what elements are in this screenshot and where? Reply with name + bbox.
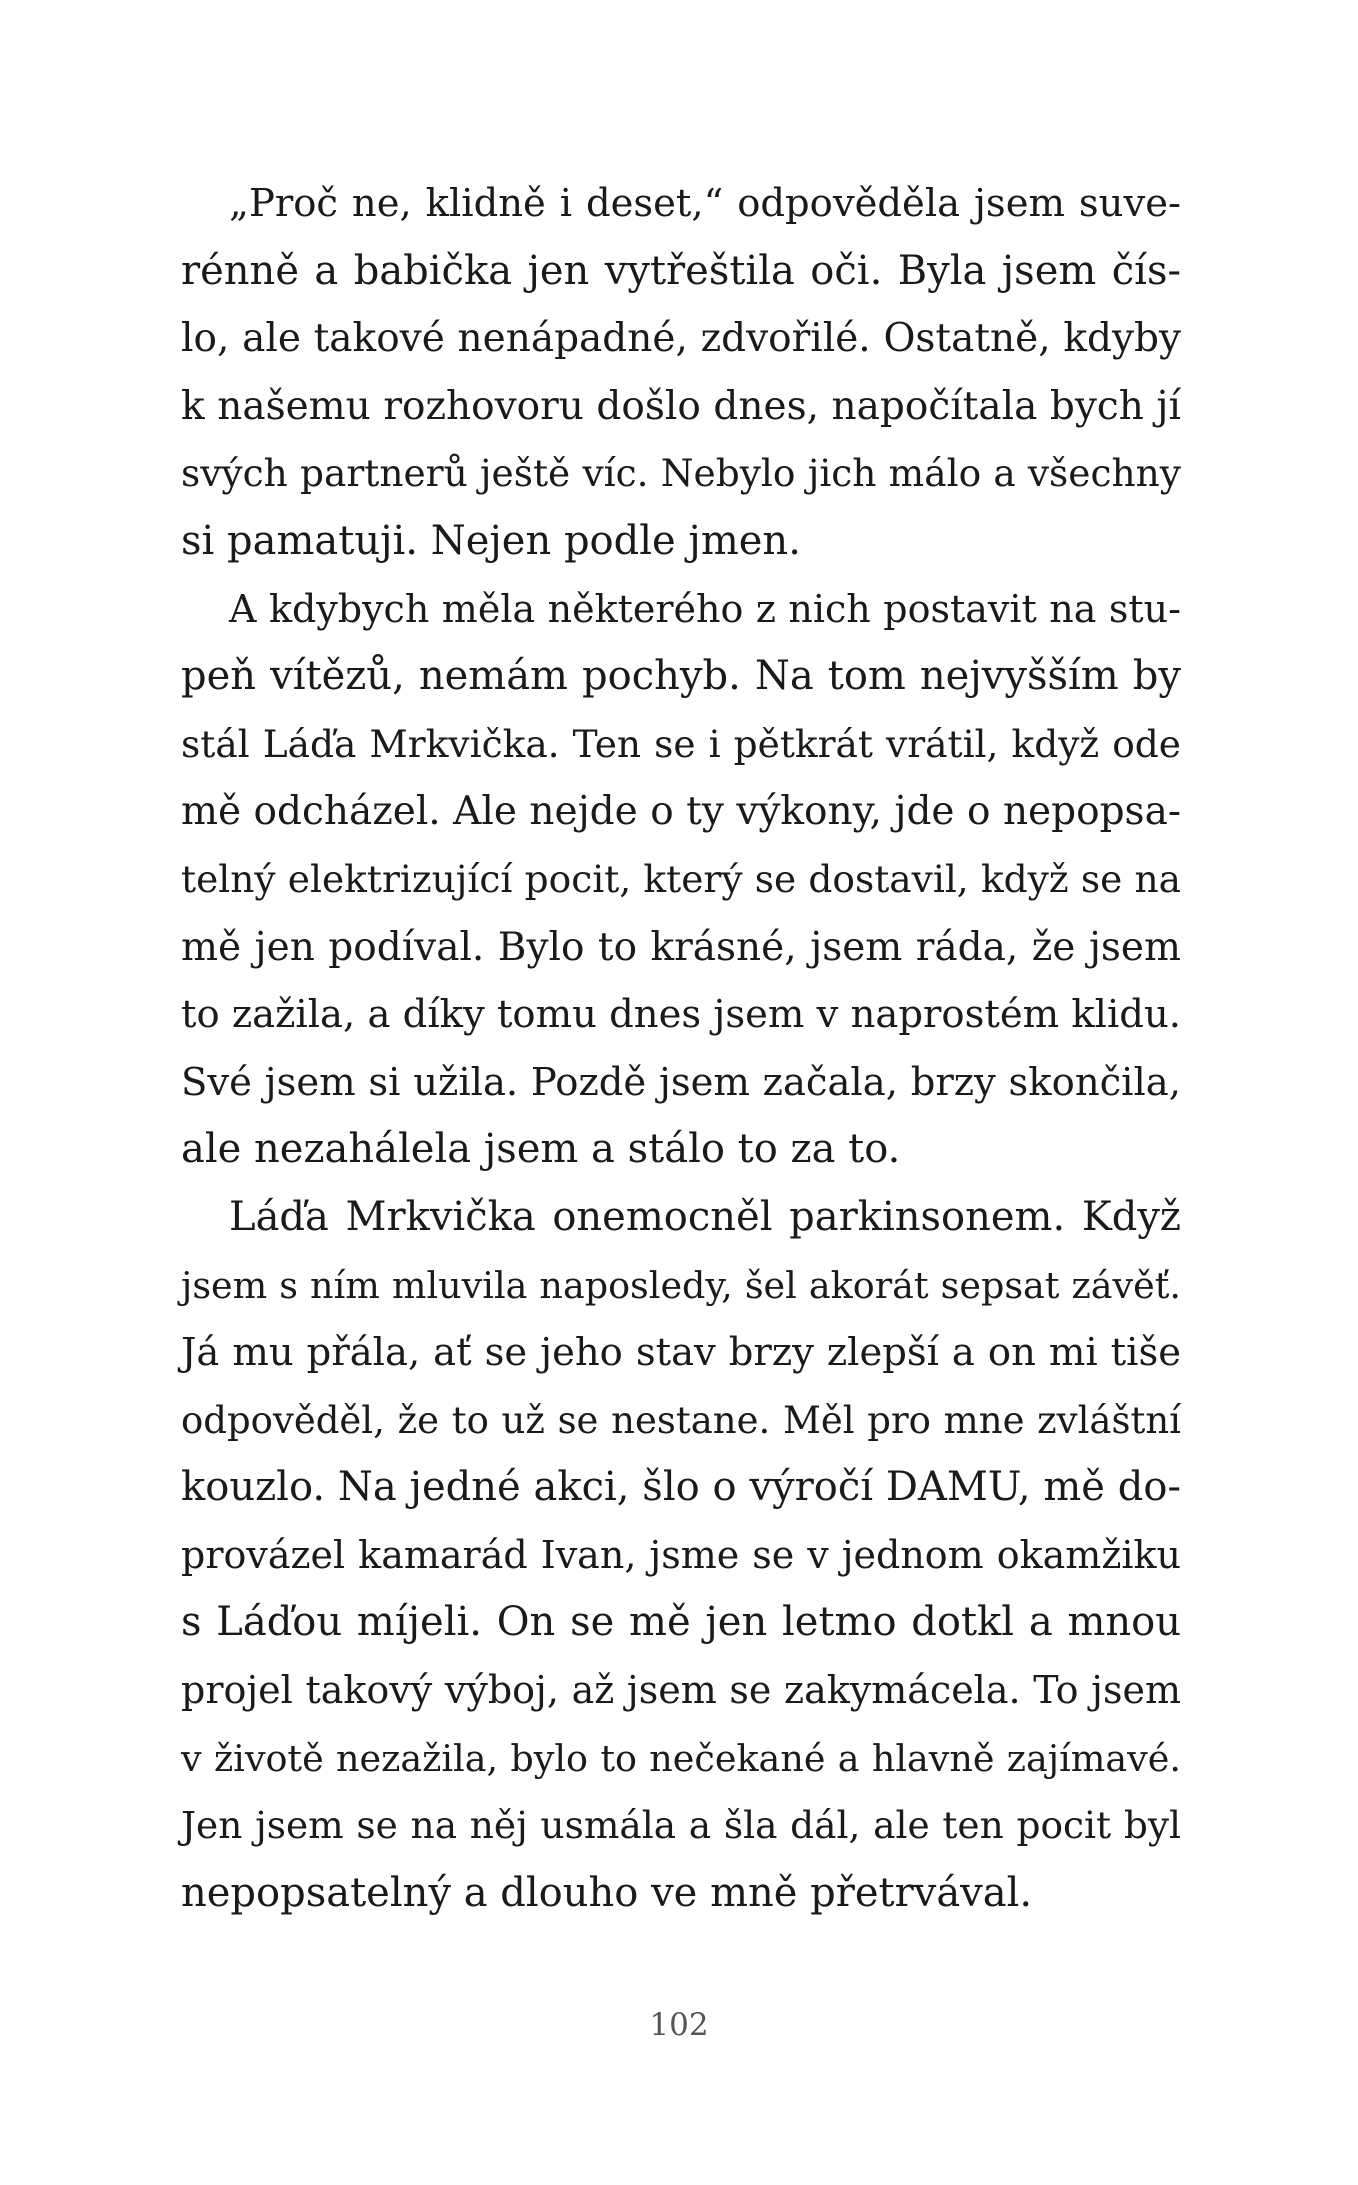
paragraph-1	[181, 170, 1181, 576]
body-text	[181, 170, 1181, 1927]
text-line: nepopsatelný a dlouho ve mně přetrvával.	[181, 1869, 1033, 1916]
text-line: odpověděl, že to už se nestane. Měl pro mne zvláštní	[181, 1398, 1181, 1442]
text-line: v životě nezažila, bylo to nečekané a hlavně zajímavé.	[181, 1736, 1181, 1780]
text-line: stál Láďa Mrkvička. Ten se i pětkrát vrátil, když ode	[181, 721, 1181, 766]
text-line: jsem s ním mluvila naposledy, šel akorát sepsat závěť.	[181, 1263, 1181, 1307]
text-line: rénně a babička jen vytřeštila oči. Byla jsem čís-	[181, 247, 1181, 294]
text-line: Jen jsem se na něj usmála a šla dál, ale ten pocit byl	[181, 1803, 1181, 1848]
text-line: k našemu rozhovoru došlo dnes, napočítala bych jí	[181, 383, 1181, 429]
paragraph-2	[181, 576, 1181, 1184]
text-line: mě odcházel. Ale nejde o ty výkony, jde o nepopsa-	[181, 789, 1181, 835]
page-number: 102	[649, 2007, 709, 2043]
text-line: projel takový výboj, až jsem se zakymácela. To jsem	[181, 1668, 1181, 1713]
text-line: mě jen podíval. Bylo to krásné, jsem ráda, že jsem	[181, 924, 1181, 970]
text-line: svých partnerů ještě víc. Nebylo jich málo a všechny	[181, 451, 1181, 496]
text-line: peň vítězů, nemám pochyb. Na tom nejvyšším by	[181, 653, 1181, 700]
text-line: telný elektrizující pocit, který se dostavil, když se na	[181, 856, 1181, 901]
text-line: A kdybych měla některého z nich postavit na stu-	[229, 586, 1181, 631]
text-line: to zažila, a díky tomu dnes jsem v naprostém klidu.	[181, 992, 1181, 1038]
text-line: ale nezahálela jsem a stálo to za to.	[181, 1126, 901, 1173]
text-line: kouzlo. Na jedné akci, šlo o výročí DAMU, mě do-	[181, 1464, 1181, 1511]
text-line: Své jsem si užila. Pozdě jsem začala, brzy skončila,	[181, 1059, 1181, 1105]
text-line: si pamatuji. Nejen podle jmen.	[181, 517, 801, 564]
text-line: Já mu přála, ať se jeho stav brzy zlepší a on mi tiše	[181, 1330, 1181, 1376]
text-line: Láďa Mrkvička onemocněl parkinsonem. Když	[229, 1193, 1181, 1240]
text-line: s Láďou míjeli. On se mě jen letmo dotkl a mnou	[181, 1599, 1181, 1646]
text-line: provázel kamarád Ivan, jsme se v jednom okamžiku	[181, 1532, 1181, 1577]
paragraph-3	[181, 1184, 1181, 1928]
text-line: lo, ale takové nenápadné, zdvořilé. Ostatně, kdyby	[181, 316, 1181, 362]
text-line: „Proč ne, klidně i deset,“ odpověděla jsem suve-	[229, 181, 1181, 226]
